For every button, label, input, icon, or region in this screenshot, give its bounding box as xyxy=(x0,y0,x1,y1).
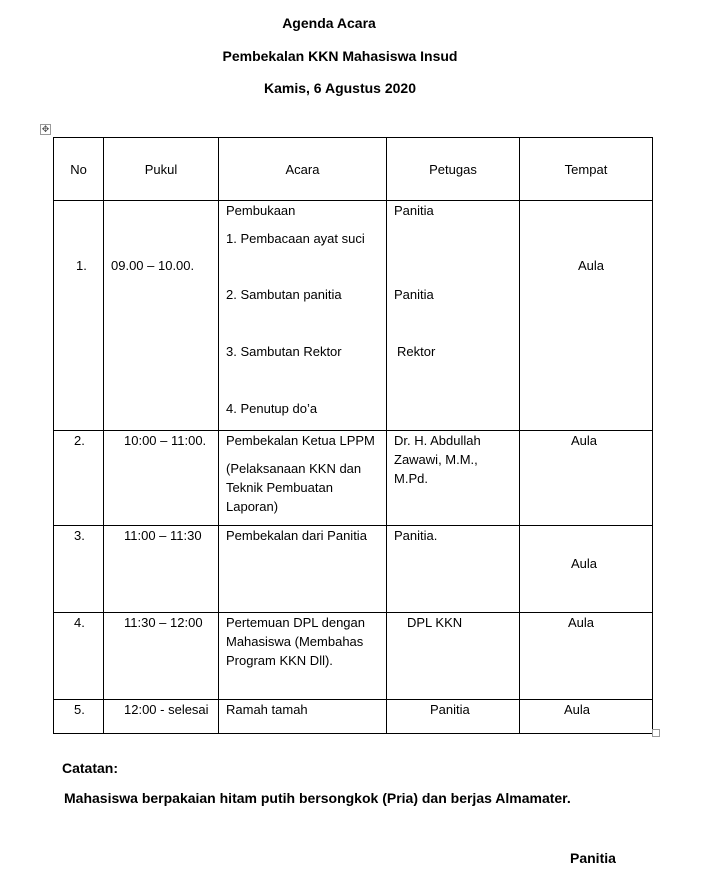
row-time: 09.00 – 10.00. xyxy=(111,258,195,273)
table-resize-handle-icon[interactable] xyxy=(652,729,660,737)
cell-time xyxy=(104,700,219,734)
activity-item: 1. Pembacaan ayat suci xyxy=(226,231,365,246)
cell-place xyxy=(520,431,653,526)
activity-item: Pembekalan Ketua LPPM xyxy=(226,433,375,448)
column-header-activity: Acara xyxy=(219,138,387,201)
staff-name: DPL KKN xyxy=(407,615,463,630)
cell-staff xyxy=(387,526,520,613)
row-number: 4. xyxy=(74,615,85,630)
cell-activity xyxy=(219,201,387,431)
column-header-place: Tempat xyxy=(520,138,653,201)
activity-item: 3. Sambutan Rektor xyxy=(226,344,342,359)
activity-item: Ramah tamah xyxy=(226,702,308,717)
row-number: 5. xyxy=(74,702,85,717)
table-row xyxy=(54,700,653,734)
cell-time xyxy=(104,613,219,700)
table-row xyxy=(54,201,653,431)
staff-name: Panitia xyxy=(394,203,434,218)
table-row xyxy=(54,613,653,700)
cell-staff xyxy=(387,700,520,734)
staff-name: Panitia. xyxy=(394,528,438,543)
agenda-title: Agenda Acara xyxy=(282,15,376,31)
cell-staff xyxy=(387,613,520,700)
cell-activity xyxy=(219,700,387,734)
activity-detail: (Pelaksanaan KKN dan Teknik Pembuatan Laporan) xyxy=(226,461,362,514)
row-place: Aula xyxy=(571,433,598,448)
row-number: 2. xyxy=(74,433,85,448)
text-cursor xyxy=(652,200,653,214)
notes-text: Mahasiswa berpakaian hitam putih bersongkok (Pria) dan berjas Almamater. xyxy=(64,790,571,806)
cell-time xyxy=(104,431,219,526)
staff-name: Dr. H. Abdullah Zawawi, M.M., M.Pd. xyxy=(394,433,481,486)
row-number: 1. xyxy=(76,258,87,273)
row-time: 11:00 – 11:30 xyxy=(124,528,202,543)
activity-item: Pertemuan DPL dengan Mahasiswa (Membahas Program KKN Dll). xyxy=(226,615,366,668)
activity-item: Pembekalan dari Panitia xyxy=(226,528,367,543)
notes-label: Catatan: xyxy=(62,760,119,776)
row-place: Aula xyxy=(571,556,598,571)
column-header-time: Pukul xyxy=(104,138,219,201)
table-row xyxy=(54,431,653,526)
activity-item: 2. Sambutan panitia xyxy=(226,287,342,302)
cell-no xyxy=(54,201,104,431)
row-number: 3. xyxy=(74,528,85,543)
row-place: Aula xyxy=(578,258,605,273)
event-date: Kamis, 6 Agustus 2020 xyxy=(264,80,416,96)
row-time: 12:00 - selesai xyxy=(124,702,209,717)
cell-place xyxy=(520,201,653,431)
cell-activity xyxy=(219,613,387,700)
agenda-table xyxy=(53,137,653,734)
cell-no xyxy=(54,613,104,700)
column-header-staff: Petugas xyxy=(387,138,520,201)
row-time: 10:00 – 11:00. xyxy=(124,433,207,448)
event-title: Pembekalan KKN Mahasiswa Insud xyxy=(222,48,458,64)
column-header-no: No xyxy=(54,138,104,201)
row-place: Aula xyxy=(564,702,591,717)
row-time: 11:30 – 12:00 xyxy=(124,615,203,630)
table-move-handle-icon[interactable]: ✥ xyxy=(41,124,50,134)
staff-name: Panitia xyxy=(394,287,434,302)
cell-place xyxy=(520,613,653,700)
cell-no xyxy=(54,526,104,613)
cell-no xyxy=(54,431,104,526)
staff-name: Panitia xyxy=(430,702,470,717)
row-place: Aula xyxy=(568,615,595,630)
cell-activity xyxy=(219,526,387,613)
signoff-text: Panitia xyxy=(570,850,616,866)
activity-item: Pembukaan xyxy=(226,203,296,218)
cell-place xyxy=(520,700,653,734)
cell-staff xyxy=(387,201,520,431)
cell-activity xyxy=(219,431,387,526)
cell-no xyxy=(54,700,104,734)
cell-time xyxy=(104,201,219,431)
cell-place xyxy=(520,526,653,613)
cell-time xyxy=(104,526,219,613)
cell-staff xyxy=(387,431,520,526)
staff-name: Rektor xyxy=(397,344,436,359)
activity-item: 4. Penutup do’a xyxy=(226,401,318,416)
table-row xyxy=(54,526,653,613)
table-header-row xyxy=(54,138,653,201)
